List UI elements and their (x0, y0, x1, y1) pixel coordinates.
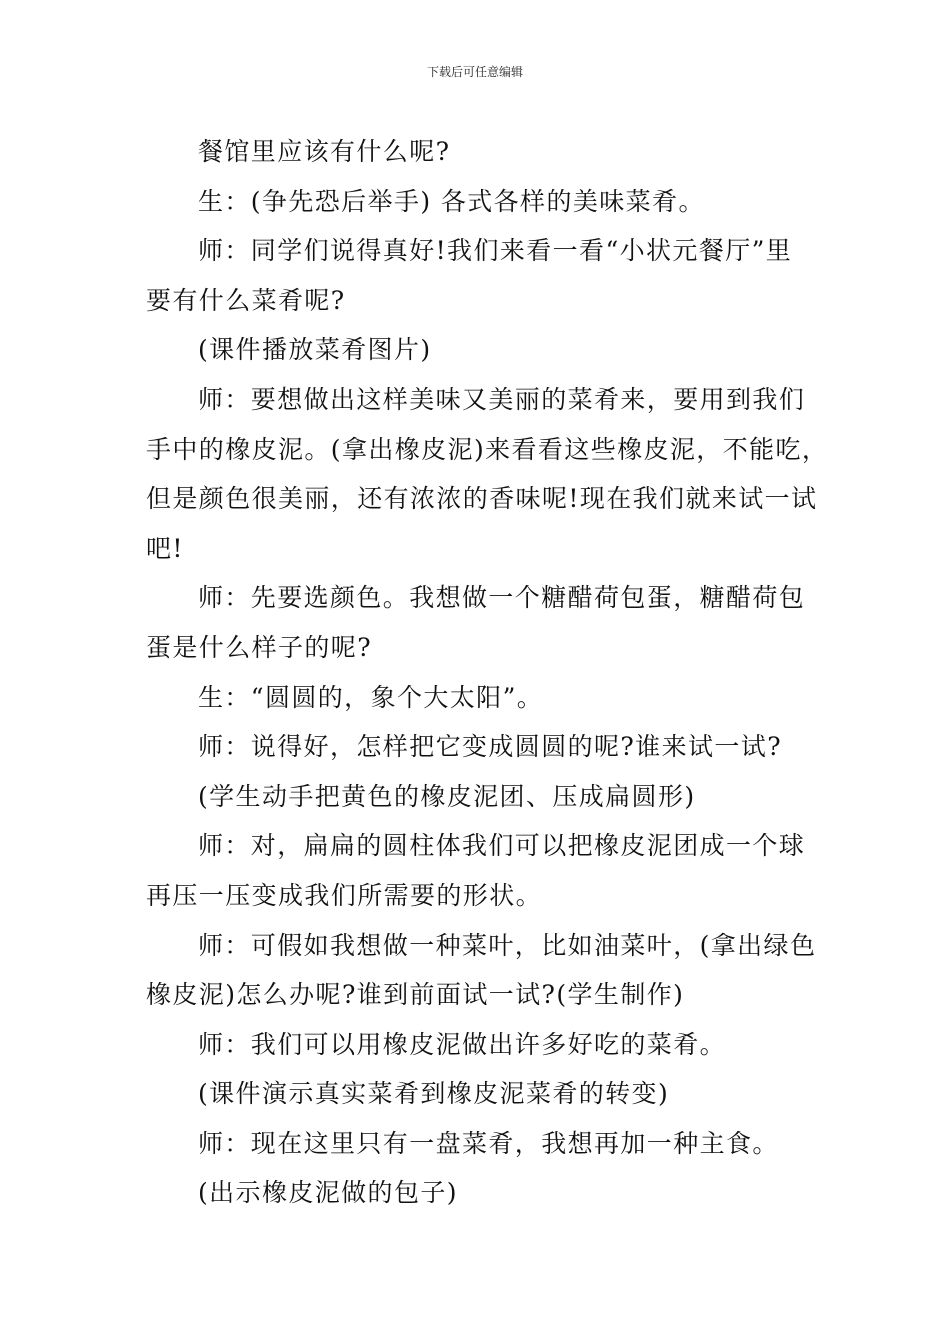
text-line: 师：说得好，怎样把它变成圆圆的呢?谁来试一试? (198, 732, 783, 762)
text-line: (课件播放菜肴图片) (198, 335, 432, 365)
text-line: 餐馆里应该有什么呢? (198, 137, 451, 166)
text-line: 师：同学们说得真好!我们来看一看“小状元餐厅”里 (198, 236, 793, 266)
text-line: (学生动手把黄色的橡皮泥团、压成扁圆形) (198, 781, 696, 811)
text-line: 师：要想做出这样美味又美丽的菜肴来，要用到我们 (198, 384, 806, 414)
text-line: 生：“圆圆的，象个大太阳”。 (198, 682, 544, 712)
text-line: (出示橡皮泥做的包子) (198, 1178, 458, 1208)
text-line: 师：先要选颜色。我想做一个糖醋荷包蛋，糖醋荷包 (198, 583, 806, 613)
text-line: 蛋是什么样子的呢? (146, 632, 373, 662)
text-line: 但是颜色很美丽，还有浓浓的香味呢!现在我们就来试一试 (146, 484, 818, 514)
text-line: 师：对，扁扁的圆柱体我们可以把橡皮泥团成一个球 (198, 831, 806, 861)
text-line: 再压一压变成我们所需要的形状。 (146, 880, 543, 910)
text-line: 师：我们可以用橡皮泥做出许多好吃的菜肴。 (198, 1029, 727, 1059)
page-header: 下载后可任意编辑 (426, 65, 523, 79)
text-line: 生：(争先恐后举手) 各式各样的美味菜肴。 (198, 186, 705, 216)
text-line: 手中的橡皮泥。(拿出橡皮泥)来看看这些橡皮泥，不能吃， (146, 434, 829, 464)
text-line: 吧! (146, 533, 184, 563)
text-line: (课件演示真实菜肴到橡皮泥菜肴的转变) (198, 1079, 670, 1109)
document-body (146, 127, 829, 1218)
text-line: 要有什么菜肴呢? (146, 285, 346, 315)
text-line: 橡皮泥)怎么办呢?谁到前面试一试?(学生制作) (146, 980, 685, 1010)
text-line: 师：现在这里只有一盘菜肴，我想再加一种主食。 (198, 1128, 779, 1158)
text-line: 师：可假如我想做一种菜叶，比如油菜叶，(拿出绿色 (198, 930, 817, 960)
